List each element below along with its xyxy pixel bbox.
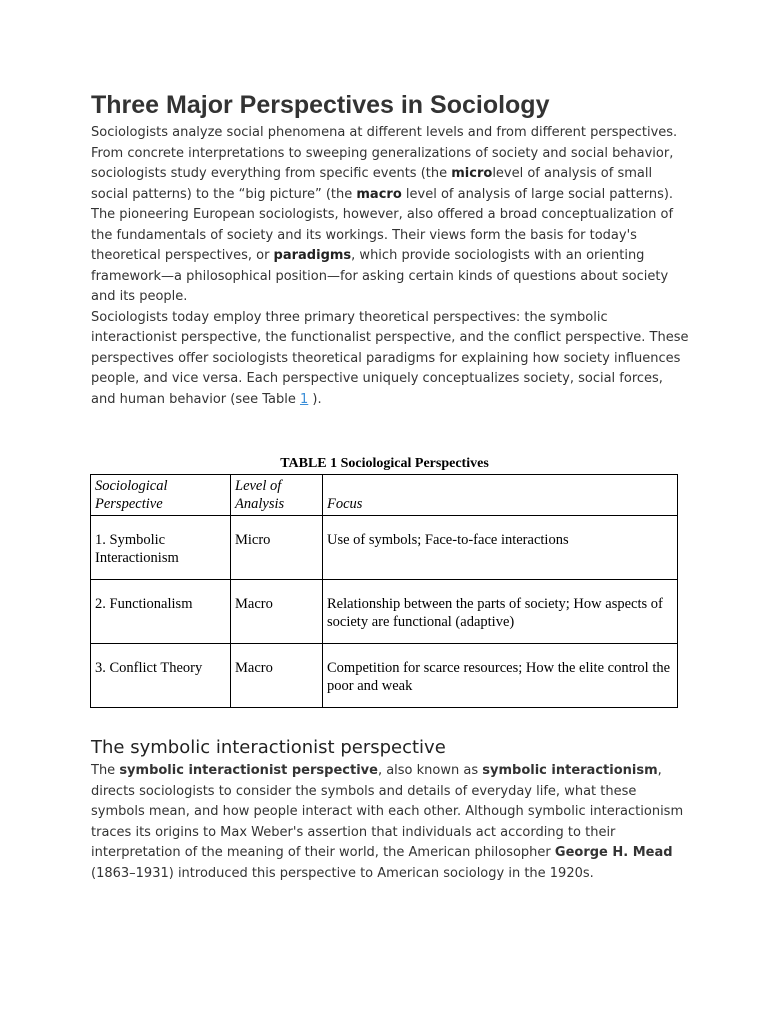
intro-paragraph-3 [91, 308, 691, 411]
table-reference-link[interactable]: 1 [299, 391, 309, 407]
text-run: , also known as [377, 763, 483, 778]
section-paragraph [91, 761, 691, 884]
cell-level: Micro [231, 516, 323, 580]
term-macro: macro [356, 186, 402, 202]
cell-perspective: 1. Symbolic Interactionism [91, 516, 231, 580]
term-symbolic-interactionist-perspective: symbolic interactionist perspective [119, 763, 378, 778]
text-run: , which provide sociologists with an orienting framework—a philosophical position—for asking certain kinds of questions about society and its people. [91, 248, 669, 304]
table-row [91, 580, 678, 644]
text-run: Sociologists today employ three primary theoretical perspectives: the symbolic interactionist perspective, the functionalist perspective, and the conflict perspective. These perspectives offer sociologists theoretical paradigms for explaining how society influences people, and vice versa. Each perspective uniquely conceptualizes society, social forces, and human behavior (see Table [91, 309, 689, 407]
perspectives-table [90, 474, 678, 708]
cell-level: Macro [231, 644, 323, 708]
cell-perspective: 3. Conflict Theory [91, 644, 231, 708]
term-micro: micro [451, 166, 493, 181]
section-heading: The symbolic interactionist perspective [91, 737, 446, 758]
table-row [91, 516, 678, 580]
text-run: level of analysis of small social patterns) to the “big picture” (the [91, 166, 653, 202]
cell-focus: Use of symbols; Face-to-face interactions [323, 516, 678, 580]
page-title: Three Major Perspectives in Sociology [91, 91, 550, 119]
cell-focus: Relationship between the parts of society; How aspects of society are functional (adaptive) [323, 580, 678, 644]
term-paradigms: paradigms [273, 248, 352, 263]
table-header-row [91, 475, 678, 516]
header-level: Level of Analysis [231, 475, 323, 516]
cell-level: Macro [231, 580, 323, 644]
intro-paragraph-2 [91, 205, 691, 308]
text-run: , directs sociologists to consider the symbols and details of everyday life, what these symbols mean, and how people interact with each other. Although symbolic interactionism traces its origins to Max Weber's assertion that individuals act according to their interpretation of the meaning of their world, the American philosopher [91, 763, 684, 860]
table-caption: TABLE 1 Sociological Perspectives [280, 456, 489, 471]
term-george-h-mead: George H. Mead [554, 845, 673, 860]
cell-focus: Competition for scarce resources; How the elite control the poor and weak [323, 644, 678, 708]
text-run: (1863–1931) introduced this perspective to American sociology in the 1920s. [91, 865, 594, 881]
intro-text [91, 123, 691, 410]
term-symbolic-interactionism: symbolic interactionism [482, 763, 658, 778]
table-row [91, 644, 678, 708]
header-focus: Focus [323, 475, 678, 516]
header-perspective: Sociological Perspective [91, 475, 231, 516]
cell-perspective: 2. Functionalism [91, 580, 231, 644]
text-run: Sociologists analyze social phenomena at different levels and from different perspectives. From concrete interpretations to sweeping generalizations of society and social behavior, sociologists study everything from specific events (the [91, 125, 678, 181]
intro-paragraph-1 [91, 123, 691, 205]
text-run: The [91, 763, 120, 778]
text-run: The pioneering European sociologists, however, also offered a broad conceptualization of the fundamentals of society and its workings. Their views form the basis for today's theoretical perspectives, or [91, 207, 674, 263]
text-run: level of analysis of large social patterns). [401, 186, 674, 202]
text-run: ). [308, 391, 322, 407]
